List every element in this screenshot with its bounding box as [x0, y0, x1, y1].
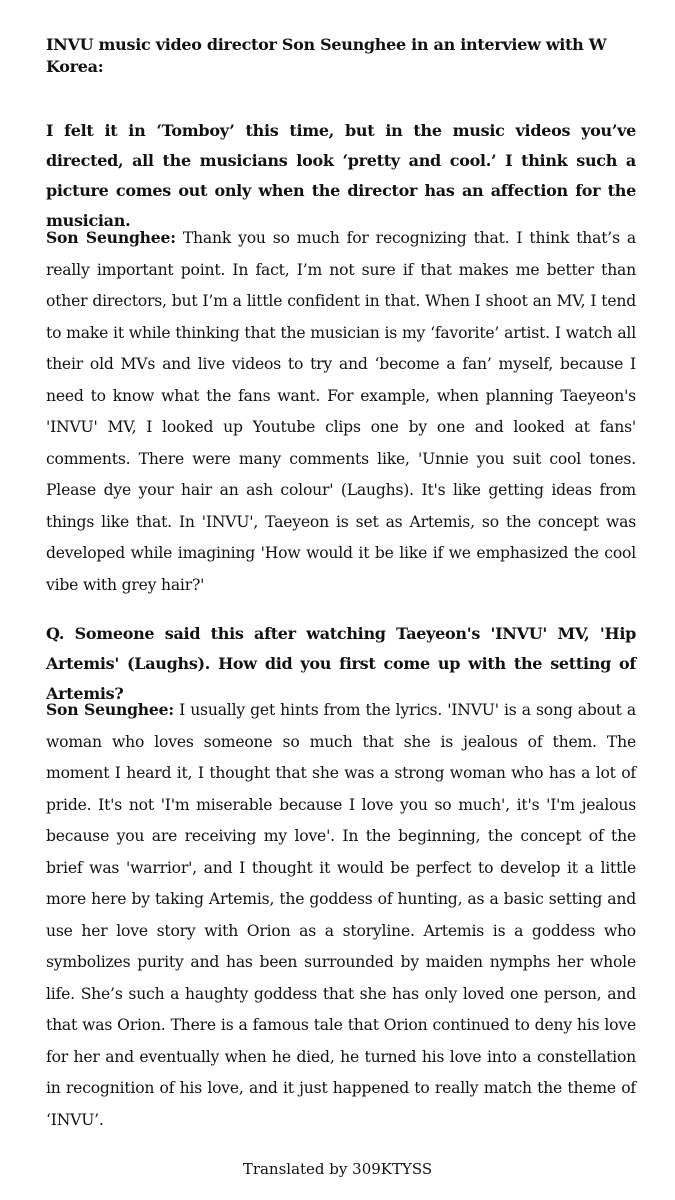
answer-2-text: I usually get hints from the lyrics. 'INVU' is a song about a woman who loves someone so much that she is jealous of them. The moment I heard it, I thought that she was a strong woman who has a lot of pride. It's not 'I'm miserable because I love you so much', it's 'I'm jealous because you are receiving my love'. In the beginning, the concept of the brief was 'warrior', and I thought it would be perfect to develop it a little more here by taking Artemis, the goddess of hunting, as a basic setting and use her love story with Orion as a storyline. Artemis is a goddess who symbolizes purity and has been surrounded by maiden nymphs her whole life. She’s such a haughty goddess that she has only loved one person, and that was Orion. There is a famous tale that Orion continued to deny his love for her and eventually when he died, he turned his love into a constellation in recognition of his love, and it just happened to really match the theme of ‘INVU’. — [46, 701, 636, 1129]
answer-2 — [46, 694, 636, 1136]
answer-1-speaker: Son Seunghee: — [46, 228, 176, 247]
answer-1 — [46, 222, 636, 601]
translator-credit: Translated by 309KTYSS — [242, 1160, 433, 1178]
article-title: INVU music video director Son Seunghee in an interview with W Korea: — [46, 35, 607, 76]
question-2: Q. Someone said this after watching Taeyeon's 'INVU' MV, 'Hip Artemis' (Laughs). How did you first come up with the setting of Artemis? — [46, 624, 636, 703]
question-1: I felt it in ‘Tomboy’ this time, but in the music videos you’ve directed, all the musicians look ‘pretty and cool.’ I think such a picture comes out only when the director has an affection for the musician. — [46, 121, 636, 230]
answer-2-speaker: Son Seunghee: — [46, 700, 174, 719]
answer-1-text: Thank you so much for recognizing that. I think that’s a really important point. In fact, I’m not sure if that makes me better than other directors, but I’m a little confident in that. When I shoot an MV, I tend to make it while thinking that the musician is my ‘favorite’ artist. I watch all their old MVs and live videos to try and ‘become a fan’ myself, because I need to know what the fans want. For example, when planning Taeyeon's 'INVU' MV, I looked up Youtube clips one by one and looked at fans' comments. There were many comments like, 'Unnie you suit cool tones. Please dye your hair an ash colour' (Laughs). It's like getting ideas from things like that. In 'INVU', Taeyeon is set as Artemis, so the concept was developed while imagining 'How would it be like if we emphasized the cool vibe with grey hair?' — [46, 229, 636, 594]
